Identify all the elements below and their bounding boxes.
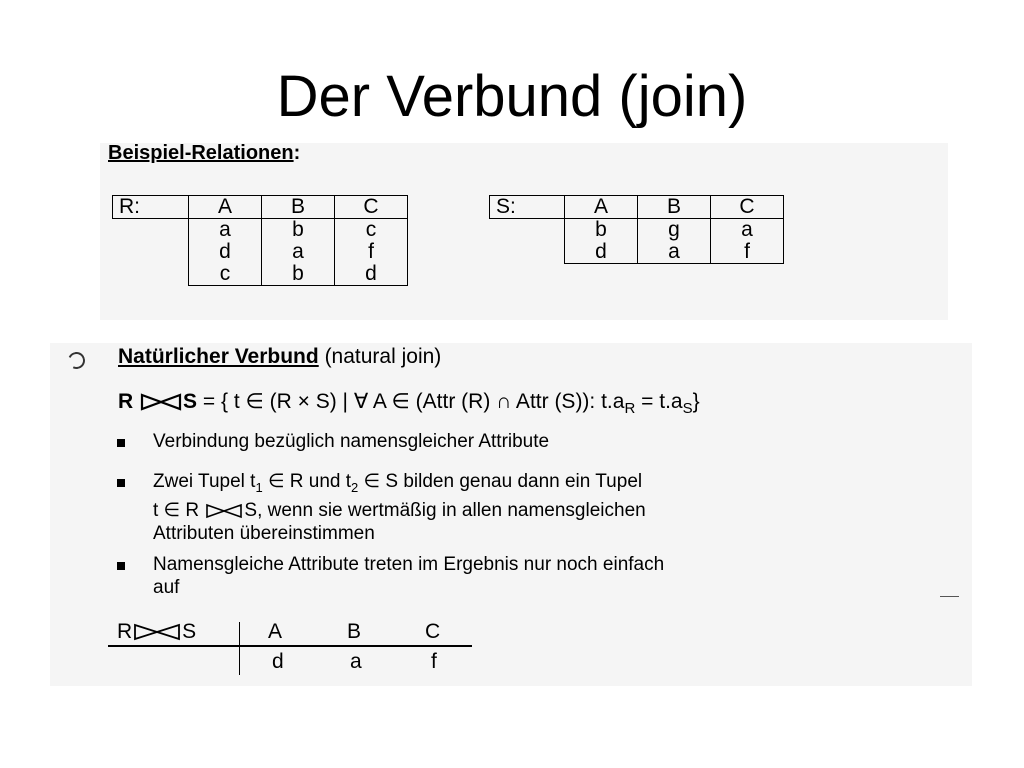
join-formula xyxy=(118,389,700,417)
result-cell-c: f xyxy=(431,650,437,673)
relation-r-col-b: B xyxy=(262,196,335,219)
bullet-2-part: ∈ R und t xyxy=(262,471,352,492)
relation-r-cell: c xyxy=(335,219,408,242)
result-divider-horizontal xyxy=(108,645,472,647)
bullet-3-text xyxy=(153,553,664,599)
relation-r-row xyxy=(113,263,408,286)
relation-s-cell: a xyxy=(711,219,784,242)
slide-title: Der Verbund (join) xyxy=(276,64,748,129)
square-bullet-icon xyxy=(117,479,125,487)
divider-dash xyxy=(940,596,959,597)
relation-r-table xyxy=(112,195,408,286)
natural-join-translation: (natural join) xyxy=(324,345,442,368)
relation-r-col-a: A xyxy=(189,196,262,219)
result-col-b: B xyxy=(347,620,362,643)
formula-mid: = t.a xyxy=(635,390,683,413)
bowtie-icon xyxy=(139,392,183,412)
relation-s-row xyxy=(490,241,784,264)
relation-s-col-b: B xyxy=(638,196,711,219)
formula-end: } xyxy=(692,390,700,413)
result-label-s: S xyxy=(182,620,197,643)
example-heading xyxy=(108,142,300,165)
relation-r-cell: f xyxy=(335,241,408,263)
relation-r-cell: d xyxy=(335,263,408,286)
bullet-2-part: Zwei Tupel t xyxy=(153,471,256,492)
relation-r-cell: b xyxy=(262,263,335,286)
relation-s-cell: f xyxy=(711,241,784,264)
square-bullet-icon xyxy=(117,439,125,447)
relation-s-col-a: A xyxy=(565,196,638,219)
bullet-3-line-2: auf xyxy=(153,577,180,598)
relation-r-row xyxy=(113,219,408,242)
result-col-c: C xyxy=(425,620,441,643)
bullet-2-sub-1: 1 xyxy=(255,479,263,495)
relation-s-cell: g xyxy=(638,219,711,242)
result-label-r: R xyxy=(117,620,133,643)
relation-r-cell: a xyxy=(189,219,262,242)
example-heading-colon: : xyxy=(293,142,301,164)
result-col-a: A xyxy=(268,620,283,643)
relation-s-col-c: C xyxy=(711,196,784,219)
bullet-2-part: ∈ S bilden genau dann ein Tupel xyxy=(358,471,643,492)
natural-join-term: Natürlicher Verbund xyxy=(118,345,319,368)
bullet-2-line-1 xyxy=(153,470,646,499)
relation-r-col-c: C xyxy=(335,196,408,219)
bowtie-icon xyxy=(132,623,182,641)
result-divider-vertical xyxy=(239,622,240,675)
relation-s-table xyxy=(489,195,784,264)
result-label xyxy=(117,620,196,644)
relation-r-row xyxy=(113,241,408,263)
bullet-2-sub-2: 2 xyxy=(351,479,359,495)
relation-r-cell: b xyxy=(262,219,335,242)
bullet-2-line-2 xyxy=(153,499,646,522)
bullet-2-text xyxy=(153,470,646,545)
relation-r-cell: a xyxy=(262,241,335,263)
result-cell-b: a xyxy=(350,650,362,673)
formula-body: = { t ∈ (R × S) | ∀ A ∈ (Attr (R) ∩ Attr (S)): t.a xyxy=(202,390,625,413)
relation-s-cell: b xyxy=(565,219,638,242)
bowtie-icon xyxy=(204,503,244,519)
formula-sub-s: S xyxy=(682,400,693,418)
result-cell-a: d xyxy=(272,650,284,673)
bullet-2-part: S, wenn sie wertmäßig in allen namensgleichen xyxy=(244,499,646,521)
example-heading-text: Beispiel-Relationen xyxy=(108,142,294,164)
formula-r: R xyxy=(118,390,134,413)
bullet-2-line-3: Attributen übereinstimmen xyxy=(153,522,375,544)
square-bullet-icon xyxy=(117,562,125,570)
formula-s: S xyxy=(183,390,198,413)
bullet-1-text: Verbindung bezüglich namensgleicher Attribute xyxy=(153,431,550,452)
natural-join-heading xyxy=(118,345,441,369)
relation-s-name: S: xyxy=(490,196,565,219)
bullet-2-part: t ∈ R xyxy=(153,499,200,521)
relation-s-cell: d xyxy=(565,241,638,264)
relation-s-row xyxy=(490,219,784,242)
relation-r-cell: d xyxy=(189,241,262,263)
relation-r-cell: c xyxy=(189,263,262,286)
bullet-3-line-1: Namensgleiche Attribute treten im Ergebnis nur noch einfach xyxy=(153,554,665,575)
relation-s-cell: a xyxy=(638,241,711,264)
formula-sub-r: R xyxy=(624,400,636,418)
relation-r-name: R: xyxy=(113,196,189,219)
